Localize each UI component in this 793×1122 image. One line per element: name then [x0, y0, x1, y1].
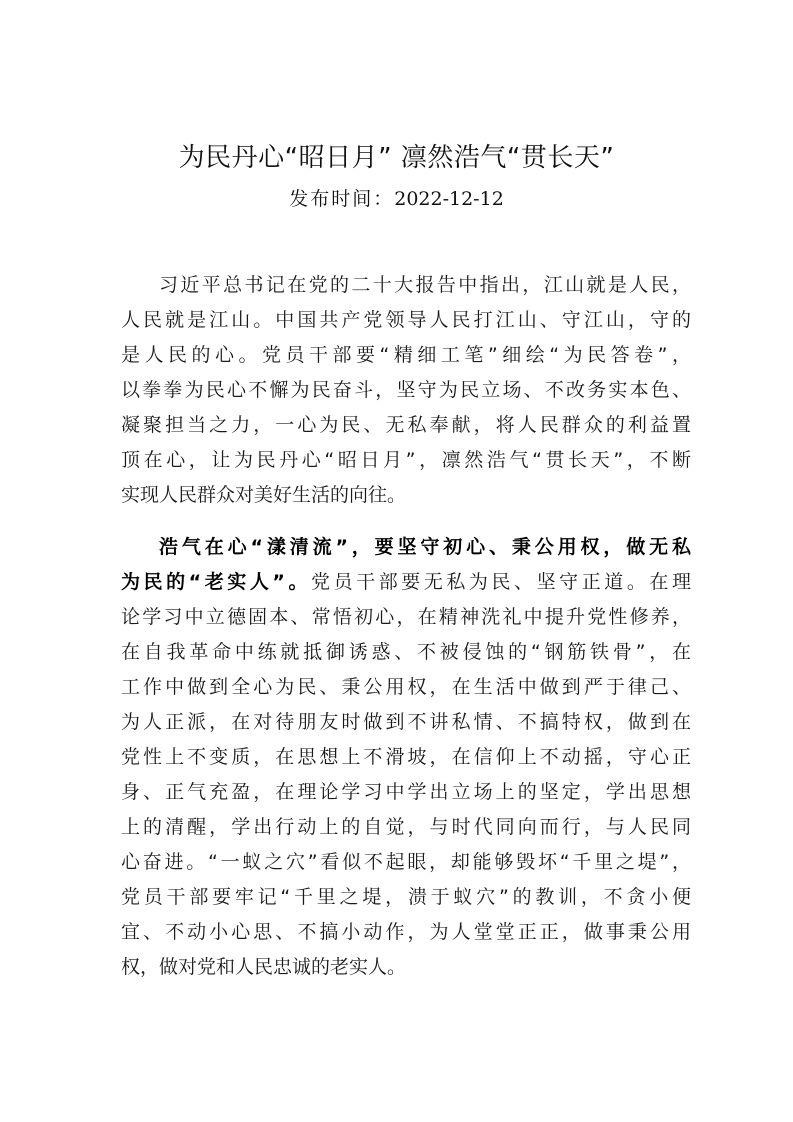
paragraph-2-text: 党员干部要无私为民、坚守正道。在理	[311, 571, 691, 593]
paragraph-1-line: 习近平总书记在党的二十大报告中指出，江山就是人民，	[159, 274, 691, 296]
paragraph-1-line: 以拳拳为民心不懈为民奋斗，坚守为民立场、不改务实本色、	[121, 379, 691, 401]
paragraph-2-line: 心奋进。“一蚁之穴”看似不起眼，却能够毁坏“千里之堤”，	[121, 851, 691, 873]
paragraph-2-line	[121, 565, 691, 600]
paragraph-1-line: 实现人民群众对美好生活的向往。	[121, 484, 407, 506]
paragraph-2-line: 在自我革命中练就抵御诱惑、不被侵蚀的“钢筋铁骨”，在	[121, 641, 691, 663]
publish-info	[0, 184, 793, 214]
paragraph-2-line: 为人正派，在对待朋友时做到不讲私情、不搞特权，做到在	[121, 711, 691, 733]
publish-label: 发布时间：	[289, 188, 395, 210]
paragraph-2-line: 党员干部要牢记“千里之堤，溃于蚁穴”的教训，不贪小便	[121, 886, 691, 908]
paragraph-2-line: 权，做对党和人民忠诚的老实人。	[121, 956, 407, 978]
paragraph-1-line: 凝聚担当之力，一心为民、无私奉献，将人民群众的利益置	[121, 414, 691, 436]
paragraph-1-line: 顶在心，让为民丹心“昭日月”，凛然浩气“贯长天”，不断	[121, 449, 691, 471]
paragraph-2-line: 身、正气充盈，在理论学习中学出立场上的坚定，学出思想	[121, 781, 691, 803]
paragraph-2-heading-end: 为民的“老实人”。	[121, 571, 312, 593]
paragraph-2-line: 工作中做到全心为民、秉公用权，在生活中做到严于律己、	[121, 676, 691, 698]
publish-date: 2022-12-12	[394, 188, 504, 210]
paragraph-2-line: 党性上不变质，在思想上不滑坡，在信仰上不动摇，守心正	[121, 746, 691, 768]
article-title: 为民丹心“昭日月” 凛然浩气“贯长天”	[178, 143, 615, 173]
paragraph-1-line: 是人民的心。党员干部要“精细工笔”细绘“为民答卷”，	[121, 344, 691, 366]
paragraph-2-line: 论学习中立德固本、常悟初心，在精神洗礼中提升党性修养，	[121, 606, 691, 628]
paragraph-2-heading: 浩气在心“漾清流”，要坚守初心、秉公用权，做无私	[159, 536, 691, 558]
paragraph-2-line: 上的清醒，学出行动上的自觉，与时代同向而行，与人民同	[121, 816, 691, 838]
paragraph-2-line: 宜、不动小心思、不搞小动作，为人堂堂正正，做事秉公用	[121, 921, 691, 943]
paragraph-1-line: 人民就是江山。中国共产党领导人民打江山、守江山，守的	[121, 309, 691, 331]
